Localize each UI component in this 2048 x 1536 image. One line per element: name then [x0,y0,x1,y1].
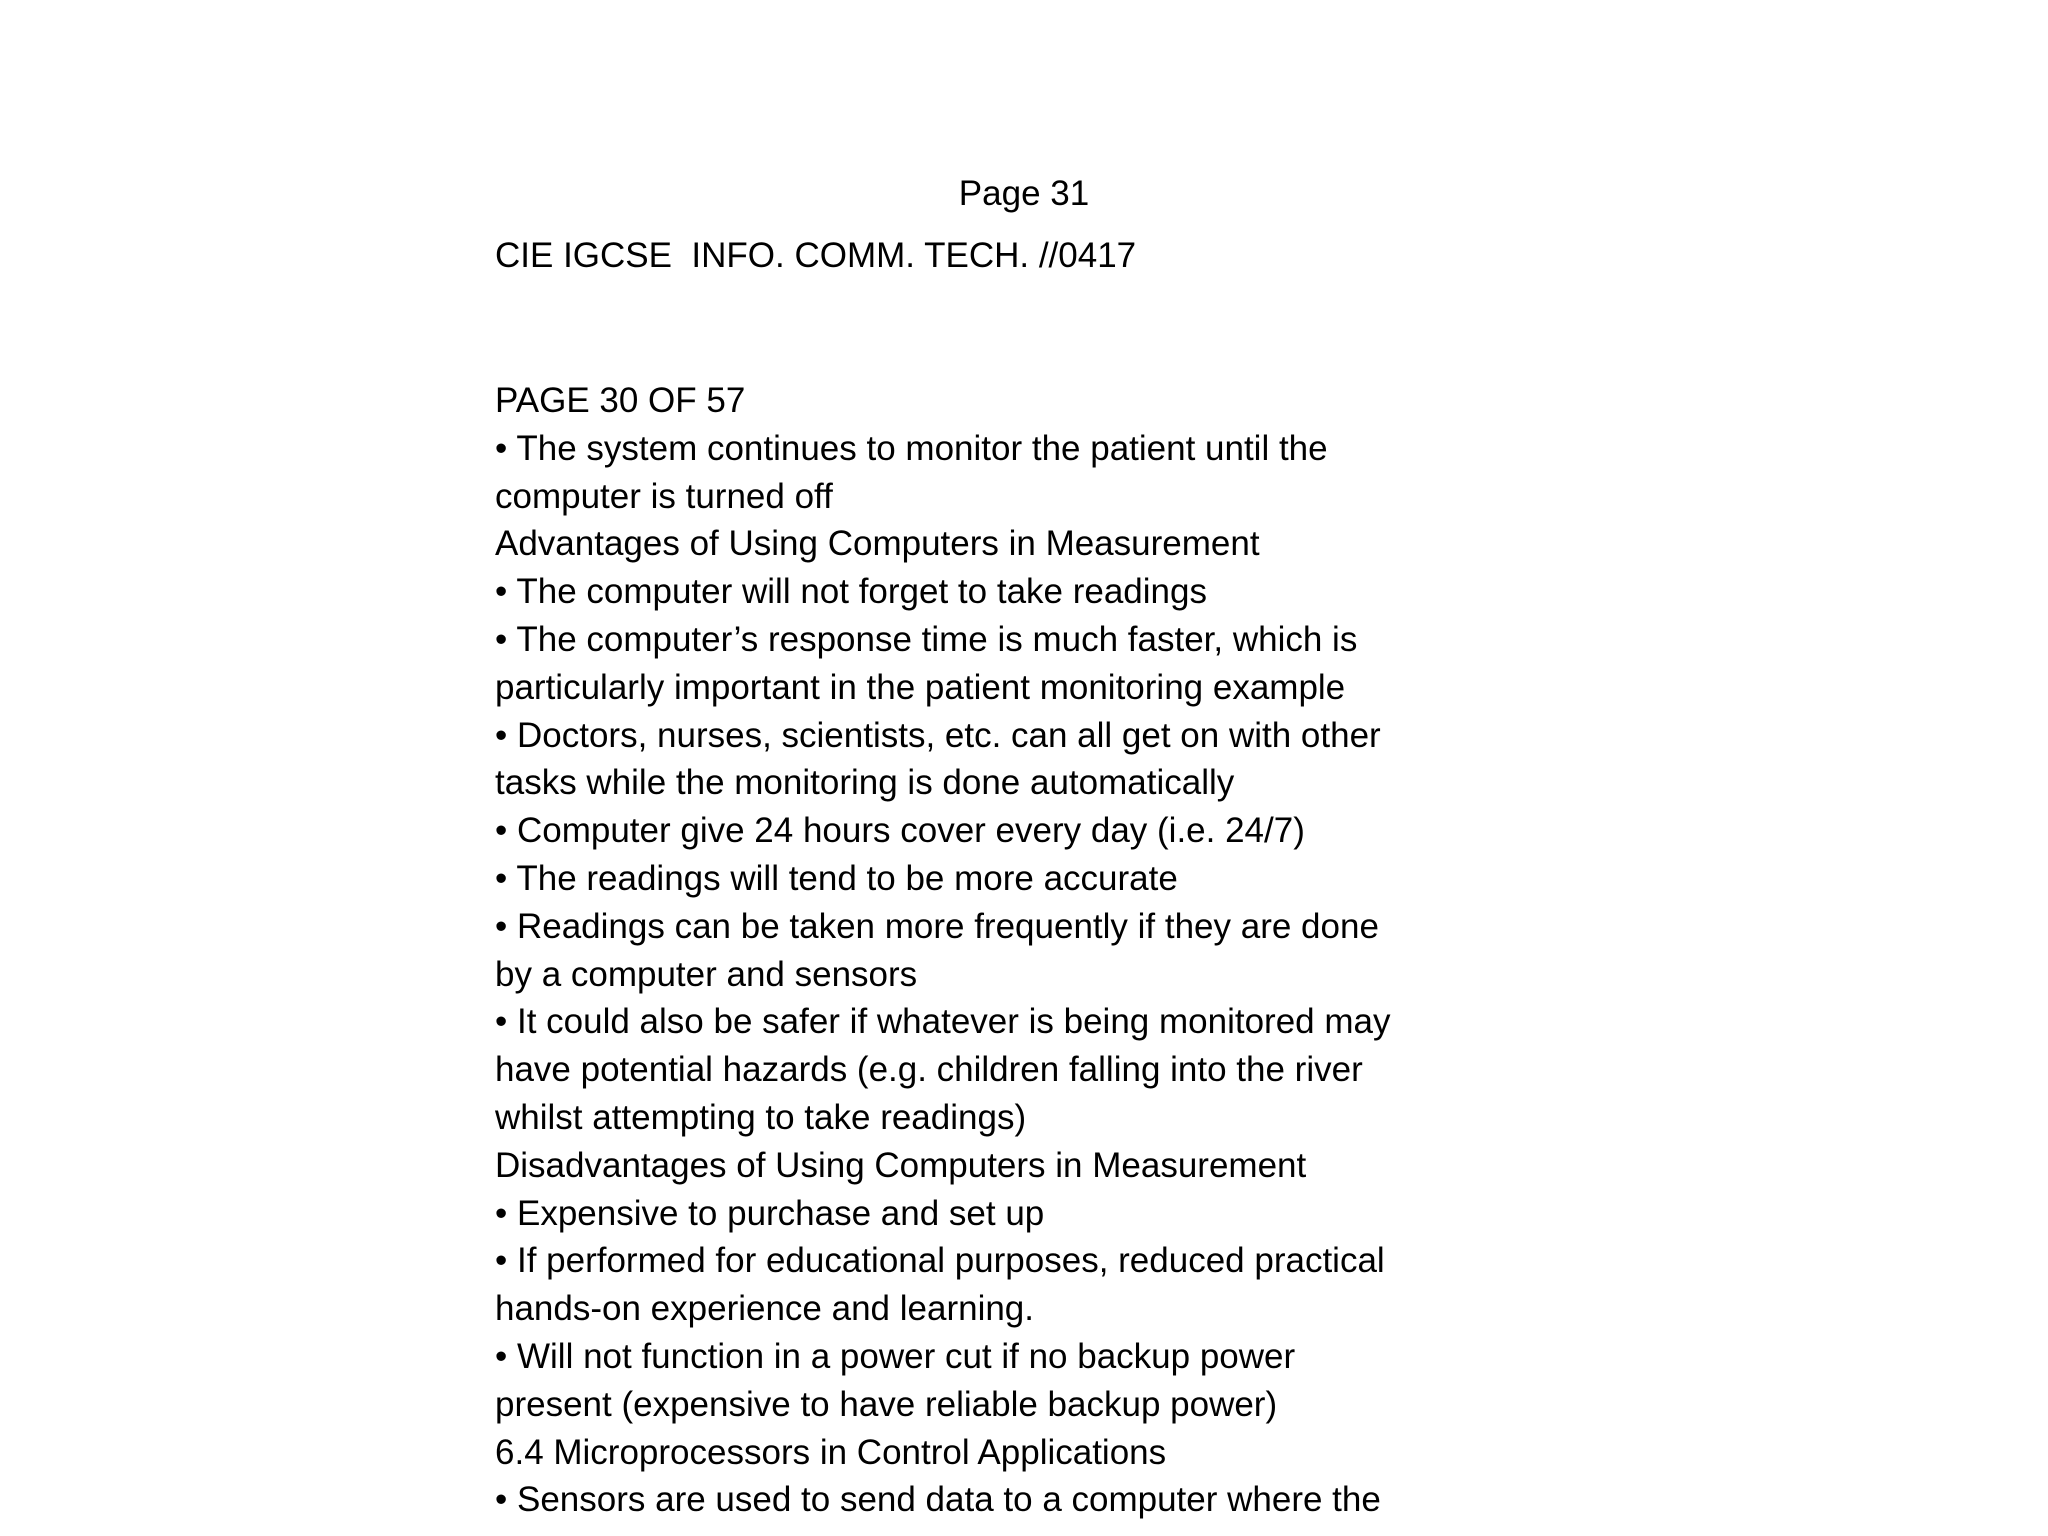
text-line: whilst attempting to take readings) [495,1097,1027,1137]
text-line: • Computer give 24 hours cover every day (i.e. 24/7) [495,811,1305,851]
text-line: tasks while the monitoring is done automatically [495,763,1235,803]
text-line: PAGE 30 OF 57 [495,381,746,420]
text-line: • Doctors, nurses, scientists, etc. can all get on with other [495,715,1381,755]
text-line: • Readings can be taken more frequently if they are done [495,906,1379,946]
text-line: particularly important in the patient monitoring example [495,667,1346,707]
text-line: 6.4 Microprocessors in Control Applications [495,1432,1167,1472]
text-line: • Will not function in a power cut if no backup power [495,1336,1296,1376]
text-line: • The computer will not forget to take readings [495,572,1207,612]
document-body [495,377,1475,1524]
text-line: • The computer’s response time is much faster, which is [495,619,1358,659]
text-line: • Sensors are used to send data to a computer where the [495,1480,1381,1520]
text-line: • The readings will tend to be more accurate [495,858,1178,898]
text-line: hands-on experience and learning. [495,1289,1034,1329]
text-line: • Expensive to purchase and set up [495,1193,1045,1233]
text-line: Advantages of Using Computers in Measurement [495,524,1260,564]
course-header: CIE IGCSE INFO. COMM. TECH. //0417 [495,236,1137,275]
page-number: Page 31 [958,174,1090,213]
text-line: • The system continues to monitor the patient until the [495,428,1328,468]
text-line: computer is turned off [495,476,833,516]
text-line: have potential hazards (e.g. children falling into the river [495,1050,1363,1090]
text-line: • If performed for educational purposes, reduced practical [495,1241,1385,1281]
text-line: Disadvantages of Using Computers in Measurement [495,1145,1307,1185]
text-line: by a computer and sensors [495,954,918,994]
text-line: • It could also be safer if whatever is being monitored may [495,1002,1391,1042]
text-line: present (expensive to have reliable backup power) [495,1384,1278,1424]
